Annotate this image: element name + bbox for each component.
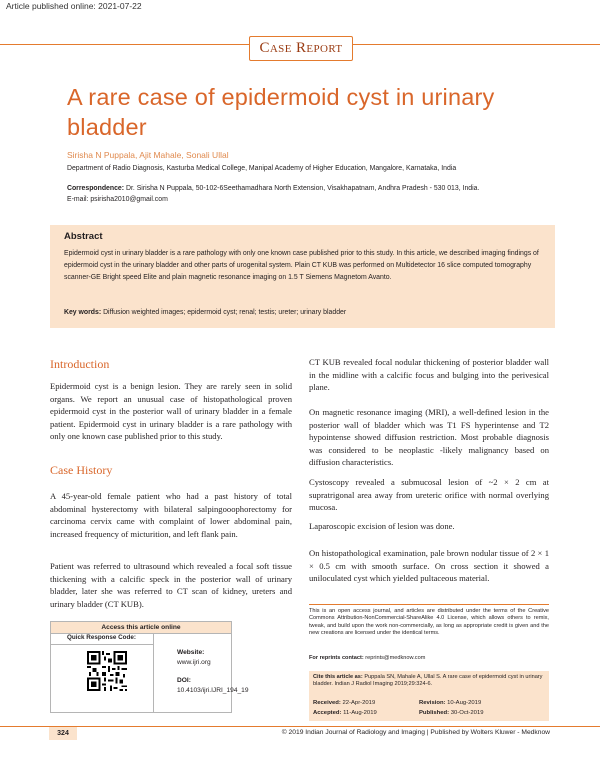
correspondence bbox=[67, 183, 537, 205]
introduction-heading: Introduction bbox=[50, 357, 110, 371]
keywords-list: Diffusion weighted images; epidermoid cyst; renal; testis; ureter; urinary bladder bbox=[103, 309, 347, 316]
keywords-label: Key words: bbox=[64, 309, 102, 316]
right-paragraph-5: On histopathological examination, pale brown nodular tissue of 2 × 1 × 0.5 cm with smooth surface. On cross section it showed a uniloculated cyst which yielded pultaceous material. bbox=[309, 548, 549, 584]
revision-label: Revision: bbox=[419, 700, 446, 706]
abstract-panel bbox=[50, 225, 555, 328]
qr-code-label: Quick Response Code: bbox=[67, 634, 136, 641]
right-paragraph-2: On magnetic resonance imaging (MRI), a well-defined lesion in the posterior wall of bladder which was T1 FS hyperintense and T2 hypointense showed diffusion restriction. Most probable diagnosis was considered to be neoplastic -likely malignancy based on diffusion characteristics. bbox=[309, 407, 549, 468]
website-link[interactable]: www.ijri.org bbox=[177, 659, 211, 666]
doi-label: DOI: bbox=[177, 677, 191, 684]
accepted-value: 11-Aug-2019 bbox=[343, 710, 377, 716]
received-value: 22-Apr-2019 bbox=[342, 700, 376, 706]
keywords bbox=[64, 309, 346, 316]
published-date bbox=[419, 710, 484, 717]
published-label: Published: bbox=[419, 710, 450, 716]
author-list: Sirisha N Puppala, Ajit Mahale, Sonali Ullal bbox=[67, 150, 229, 160]
received-label: Received: bbox=[313, 700, 341, 706]
correspondence-address: Dr. Sirisha N Puppala, 50-102-6Seethamadhara North Extension, Visakhapatnam, Andhra Pradesh - 530 013, India. bbox=[125, 185, 480, 192]
introduction-text: Epidermoid cyst is a benign lesion. They are rarely seen in solid organs. We report an unusual case of histopathological proven epidermoid cyst in the posterior wall of urinary bladder in a female patient. Epidermoid cyst in urinary bladder is a rare pathology with only one known case published prior to this study. bbox=[50, 381, 292, 442]
correspondence-label: Correspondence: bbox=[67, 185, 125, 192]
accepted-label: Accepted: bbox=[313, 710, 342, 716]
right-paragraph-4: Laparoscopic excision of lesion was done. bbox=[309, 521, 455, 531]
reprints-email[interactable]: reprints@medknow.com bbox=[365, 655, 426, 661]
case-history-heading: Case History bbox=[50, 463, 113, 477]
correspondence-email[interactable]: E-mail: psirisha2010@gmail.com bbox=[67, 196, 168, 203]
affiliation: Department of Radio Diagnosis, Kasturba Medical College, Manipal Academy of Higher Education, Mangalore, Karnataka, India bbox=[67, 165, 457, 172]
open-access-notice: This is an open access journal, and articles are distributed under the terms of the Creative Commons Attribution-NonCommercial-ShareAlike 4.0 License, which allows others to remix, tweak, and build upon the work non-commercially, as long as appropriate credit is given and the new creations are licensed under the identical terms. bbox=[309, 604, 549, 638]
page-number: 324 bbox=[49, 727, 77, 740]
article-title: A rare case of epidermoid cyst in urinary bladder bbox=[67, 84, 495, 140]
website-label: Website: bbox=[177, 649, 205, 656]
case-history-paragraph-2: Patient was referred to ultrasound which revealed a focal soft tissue thickening with a calcific speck in the posterior wall of urinary bladder, later she was referred to CT scan of kidney, ureters and urinary bladder (CT KUB). bbox=[50, 561, 292, 609]
right-paragraph-1: CT KUB revealed focal nodular thickening of posterior bladder wall in the midline with a calcific focus and bulging into the perivesical plane. bbox=[309, 357, 549, 393]
reprints-contact bbox=[309, 655, 425, 661]
citation-text-block bbox=[313, 674, 545, 688]
citation-label: Cite this article as: bbox=[313, 674, 363, 680]
citation-text: Puppala SN, Mahale A, Ullal S. A rare case of epidermoid cyst in urinary bladder. Indian J Radiol Imaging 2019;29:324-6. bbox=[313, 674, 543, 688]
footer-copyright: © 2019 Indian Journal of Radiology and Imaging | Published by Wolters Kluwer - Medknow bbox=[281, 729, 550, 736]
revision-value: 10-Aug-2019 bbox=[447, 700, 482, 706]
citation-box bbox=[309, 671, 549, 721]
access-box-heading: Access this article online bbox=[51, 622, 231, 633]
published-value: 30-Oct-2019 bbox=[450, 710, 484, 716]
access-article-box bbox=[50, 621, 249, 713]
revision-date bbox=[419, 700, 481, 707]
doi-link[interactable]: 10.4103/ijri.IJRI_194_19 bbox=[177, 687, 249, 694]
reprints-label: For reprints contact: bbox=[309, 655, 364, 661]
abstract-text: Epidermoid cyst in urinary bladder is a rare pathology with only one known case published prior to this study. In this article, we described imaging findings of epidermoid cyst in the urinary bladder and other parts of urogenital system. Plain CT KUB was performed on Multidetector 16 slice computed tomography scanner-GE Bright speed Elite and plain magnetic resonance imaging on 1.5 T Siemens Magnetom Avanto. bbox=[64, 250, 539, 281]
accepted-date bbox=[313, 710, 377, 717]
right-paragraph-3: Cystoscopy revealed a submucosal lesion of ~2 × 2 cm at supratrigonal area away from ureteric orifice with normal overlying mucosa. bbox=[309, 477, 549, 513]
article-type-label: Case Report bbox=[249, 36, 353, 61]
received-date bbox=[313, 700, 375, 707]
qr-code[interactable] bbox=[87, 651, 127, 691]
case-history-paragraph-1: A 45-year-old female patient who had a past history of total abdominal hysterectomy with bilateral salpingooophorectomy for carcinoma cervix came with complaint of lower abdominal pain, increased frequency of micturition, and left flank pain. bbox=[50, 491, 292, 539]
abstract-heading: Abstract bbox=[64, 231, 103, 242]
published-online-date: Article published online: 2021-07-22 bbox=[6, 1, 142, 11]
access-box-column-divider bbox=[153, 633, 154, 712]
qr-label-divider bbox=[51, 644, 153, 645]
footer-rule bbox=[0, 726, 600, 727]
